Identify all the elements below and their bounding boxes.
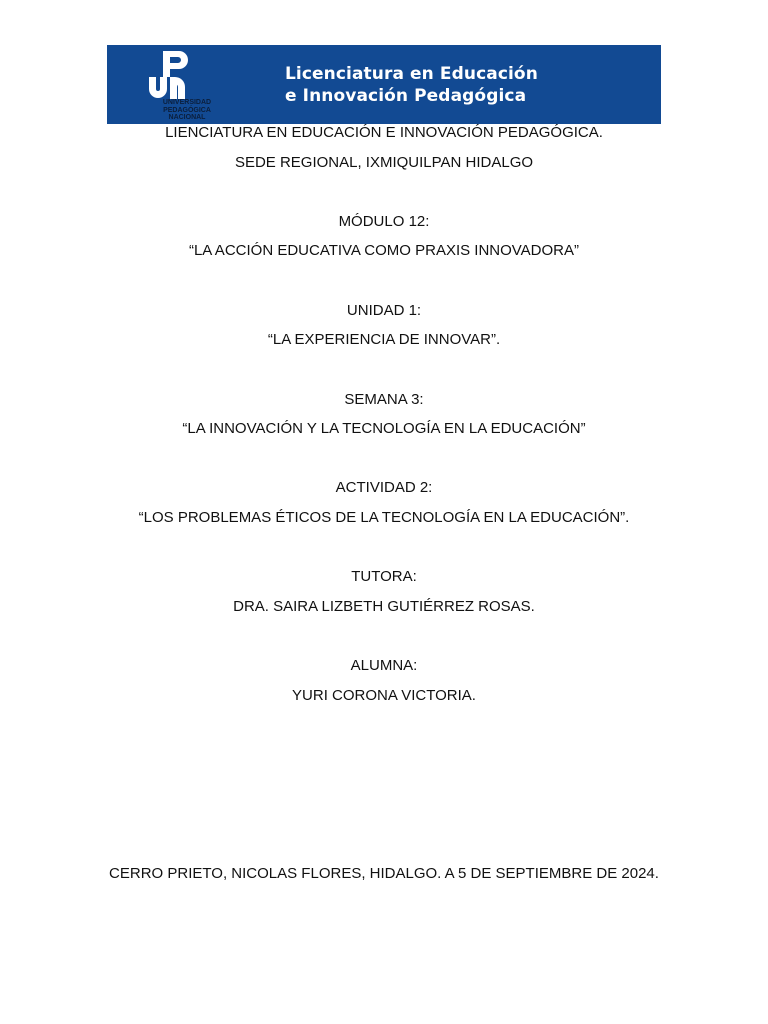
program-name: LIENCIATURA EN EDUCACIÓN E INNOVACIÓN PEDAGÓGICA. [165, 124, 603, 141]
header-banner [107, 45, 661, 124]
activity-title: “LOS PROBLEMAS ÉTICOS DE LA TECNOLOGÍA EN LA EDUCACIÓN”. [138, 509, 630, 526]
banner-title [285, 63, 538, 107]
tutor-name: DRA. SAIRA LIZBETH GUTIÉRREZ ROSAS. [233, 598, 535, 615]
week-title: “LA INNOVACIÓN Y LA TECNOLOGÍA EN LA EDUCACIÓN” [182, 420, 586, 437]
upn-logo-text: UNIVERSIDAD PEDAGÓGICA NACIONAL [162, 99, 212, 121]
campus-name: SEDE REGIONAL, IXMIQUILPAN HIDALGO [234, 154, 534, 171]
unit-label: UNIDAD 1: [346, 302, 422, 319]
module-label: MÓDULO 12: [338, 213, 430, 230]
banner-title-line2: e Innovación Pedagógica [285, 86, 527, 106]
student-label: ALUMNA: [350, 657, 418, 674]
place-date: CERRO PRIETO, NICOLAS FLORES, HIDALGO. A 5 DE SEPTIEMBRE DE 2024. [109, 865, 659, 882]
upn-logo-mark [145, 51, 229, 99]
module-title: “LA ACCIÓN EDUCATIVA COMO PRAXIS INNOVADORA” [188, 242, 580, 259]
tutor-label: TUTORA: [351, 568, 417, 585]
activity-label: ACTIVIDAD 2: [335, 479, 433, 496]
week-label: SEMANA 3: [344, 391, 424, 408]
unit-title: “LA EXPERIENCIA DE INNOVAR”. [267, 331, 501, 348]
upn-logo [145, 51, 229, 119]
student-name: YURI CORONA VICTORIA. [292, 687, 476, 704]
banner-title-line1: Licenciatura en Educación [285, 64, 538, 84]
